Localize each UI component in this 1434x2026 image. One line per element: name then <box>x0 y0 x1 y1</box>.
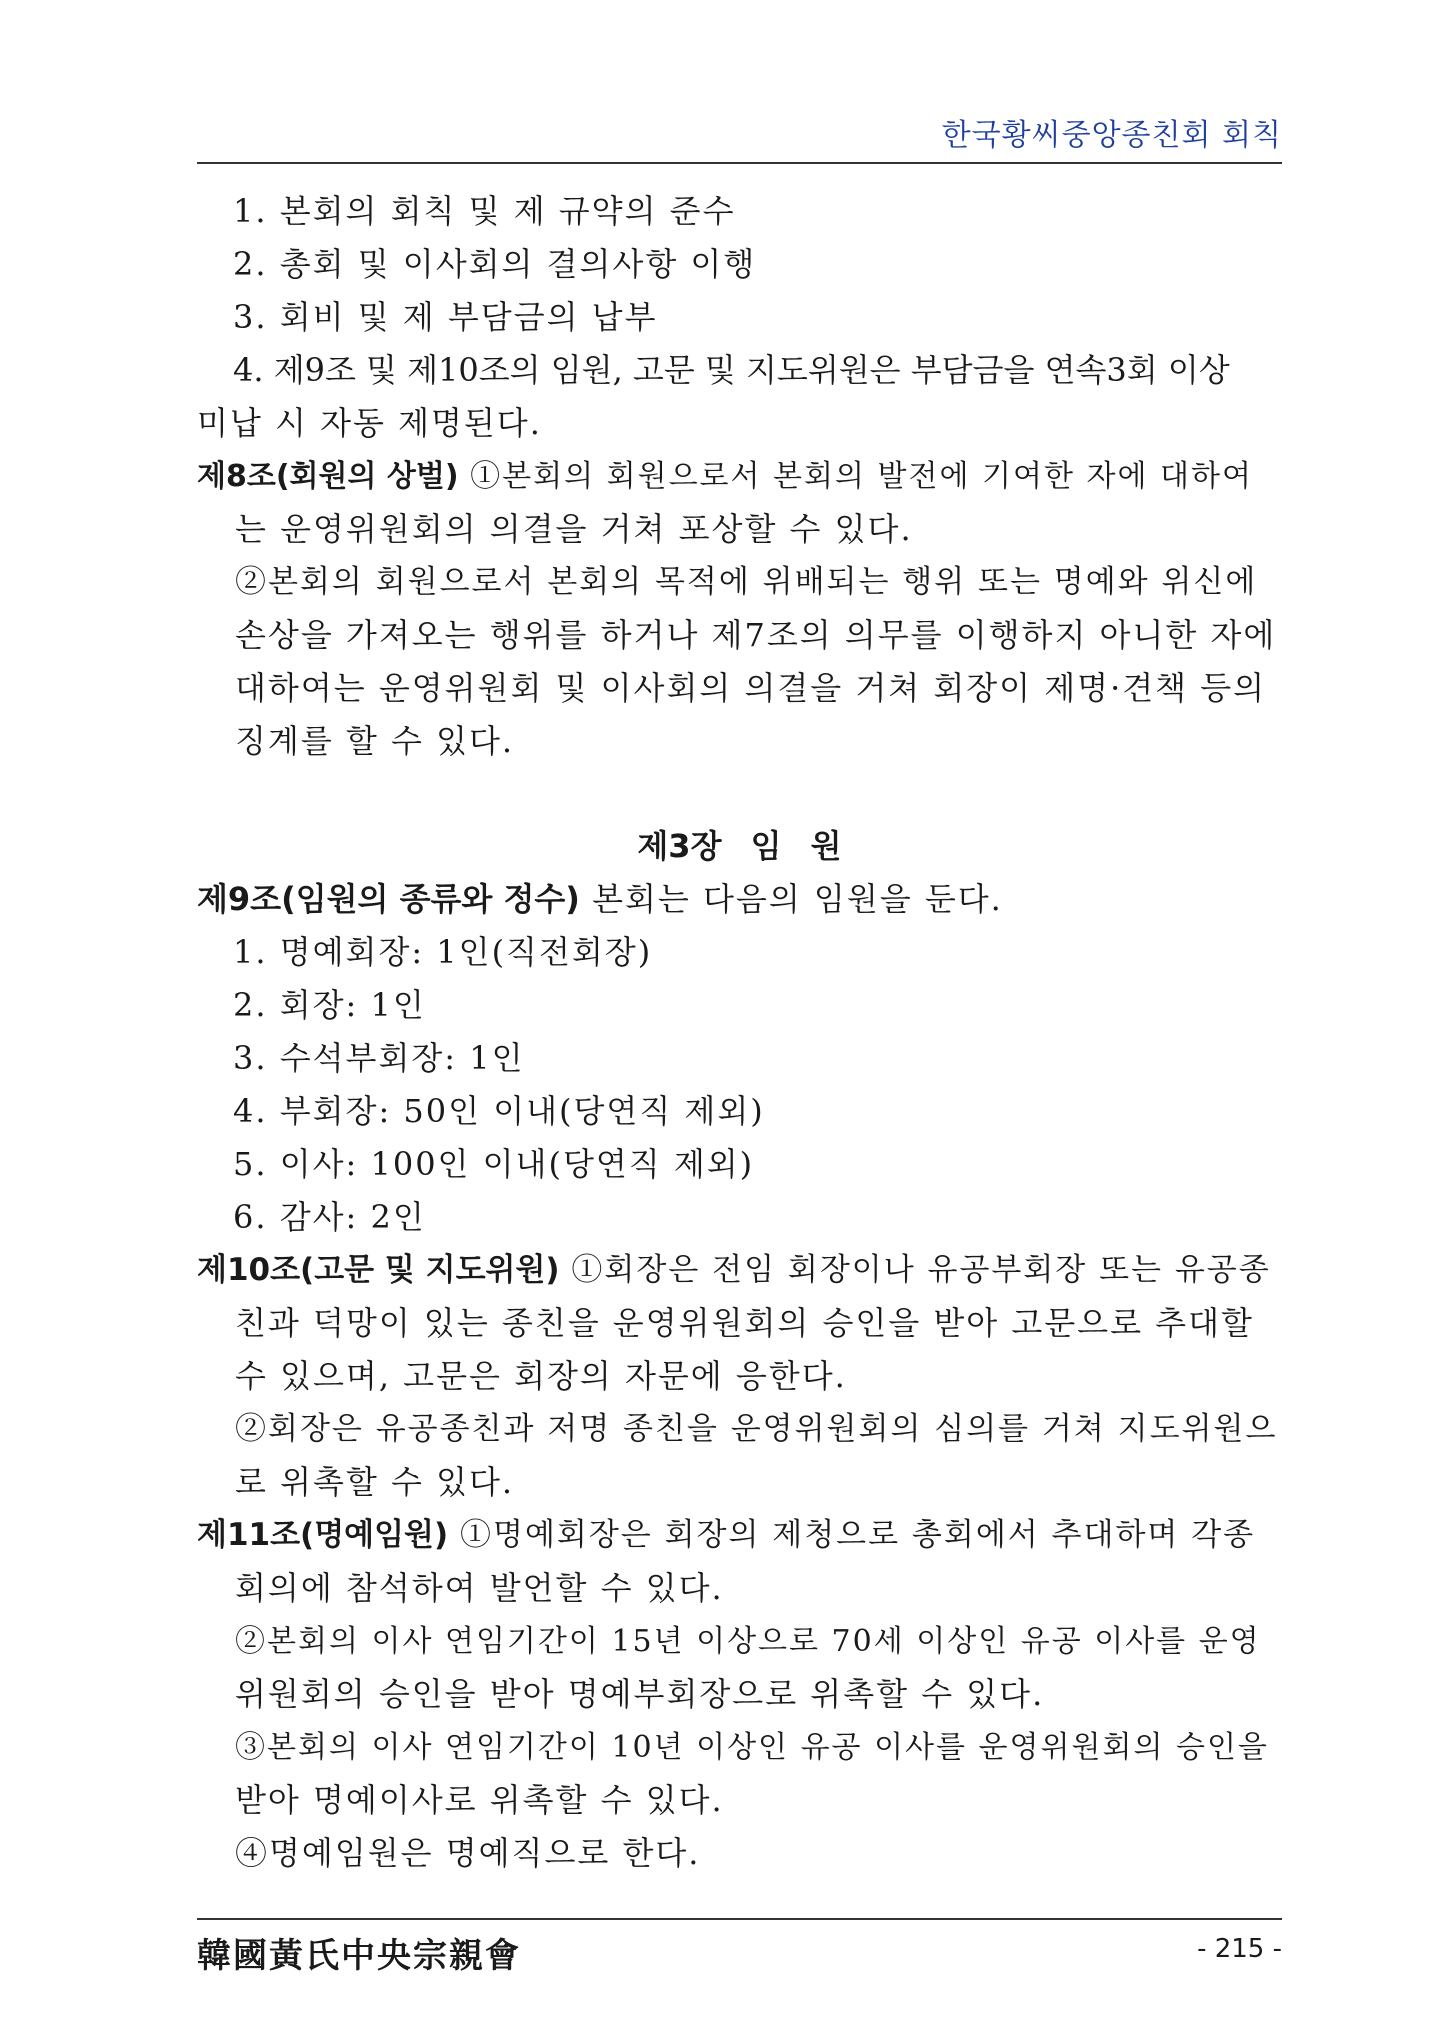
spacer <box>197 768 1282 820</box>
text-line: 3. 회비 및 제 부담금의 납부 <box>233 298 658 336</box>
article-heading: 제9조(임원의 종류와 정수) <box>197 880 580 918</box>
article-text: ①본회의 회원으로서 본회의 발전에 기여한 자에 대하여 <box>458 459 1253 494</box>
text-line: 회의에 참석하여 발언할 수 있다. <box>235 1569 724 1607</box>
article-text: 본회는 다음의 임원을 둔다. <box>579 880 1003 918</box>
text-line: 1. 본회의 회칙 및 제 규약의 준수 <box>233 192 736 230</box>
article-text: ①회장은 전임 회장이나 유공부회장 또는 유공종 <box>559 1252 1271 1288</box>
text-line: ③본회의 이사 연임기간이 10년 이상인 유공 이사를 운영위원회의 승인을 <box>235 1730 1269 1765</box>
text-line: 는 운영위원회의 의결을 거쳐 포상할 수 있다. <box>235 510 913 548</box>
text-line: 받아 명예이사로 위촉할 수 있다. <box>235 1781 724 1819</box>
text-line: 위원회의 승인을 받아 명예부회장으로 위촉할 수 있다. <box>235 1675 1045 1713</box>
list-item: 3. 수석부회장: 1인 <box>233 1039 525 1077</box>
document-body <box>197 185 1282 1880</box>
chapter-heading: 제3장 임 원 <box>637 827 842 865</box>
line-text: 4. 제9조 및 제10조의 임원, 고문 및 지도위원은 부담금을 연속3회 이상 <box>233 351 1230 389</box>
article-heading: 제11조(명예임원) <box>197 1517 449 1553</box>
page-number: - 215 - <box>1197 1934 1282 1964</box>
footer-rule <box>197 1918 1282 1920</box>
list-item: 1. 명예회장: 1인(직전회장) <box>233 933 653 971</box>
article-line <box>197 873 1282 926</box>
running-header: 한국황씨중앙종친회 회칙 <box>941 118 1282 153</box>
article-line <box>197 1244 1282 1297</box>
text-line: 손상을 가져오는 행위를 하거나 제7조의 의무를 이행하지 아니한 자에 <box>235 616 1277 654</box>
text-line: ②회장은 유공종친과 저명 종친을 운영위원회의 심의를 거쳐 지도위원으 <box>235 1411 1278 1447</box>
text-line: ②본회의 이사 연임기간이 15년 이상으로 70세 이상인 유공 이사를 운영 <box>235 1624 1261 1659</box>
list-item: 2. 회장: 1인 <box>233 986 426 1024</box>
text-line: 친과 덕망이 있는 종친을 운영위원회의 승인을 받아 고문으로 추대할 <box>235 1304 1254 1342</box>
list-item: 4. 부회장: 50인 이내(당연직 제외) <box>233 1092 765 1130</box>
text-line: 미납 시 자동 제명된다. <box>197 404 542 442</box>
article-line <box>197 450 1282 503</box>
article-line <box>197 1509 1282 1562</box>
text-line: ②본회의 회원으로서 본회의 목적에 위배되는 행위 또는 명예와 위신에 <box>235 564 1258 600</box>
article-text: ①명예회장은 회장의 제청으로 총회에서 추대하며 각종 <box>448 1517 1256 1553</box>
text-line: 수 있으며, 고문은 회장의 자문에 응한다. <box>235 1357 847 1395</box>
text-line: 대하여는 운영위원회 및 이사회의 의결을 거쳐 회장이 제명·견책 등의 <box>235 669 1267 707</box>
text-line: 징계를 할 수 있다. <box>235 722 515 760</box>
text-line: ④명예임원은 명예직으로 한다. <box>235 1834 701 1872</box>
article-heading: 제8조(회원의 상벌) <box>197 459 459 494</box>
header-rule <box>197 162 1282 164</box>
list-item: 5. 이사: 100인 이내(당연직 제외) <box>233 1145 755 1183</box>
list-item: 6. 감사: 2인 <box>233 1198 426 1236</box>
text-line <box>197 344 1282 397</box>
organization-logo: 韓國黃氏中央宗親會 <box>197 1936 521 1976</box>
text-line: 로 위촉할 수 있다. <box>235 1463 515 1501</box>
text-line: 2. 총회 및 이사회의 결의사항 이행 <box>233 245 757 283</box>
article-heading: 제10조(고문 및 지도위원) <box>197 1252 560 1288</box>
